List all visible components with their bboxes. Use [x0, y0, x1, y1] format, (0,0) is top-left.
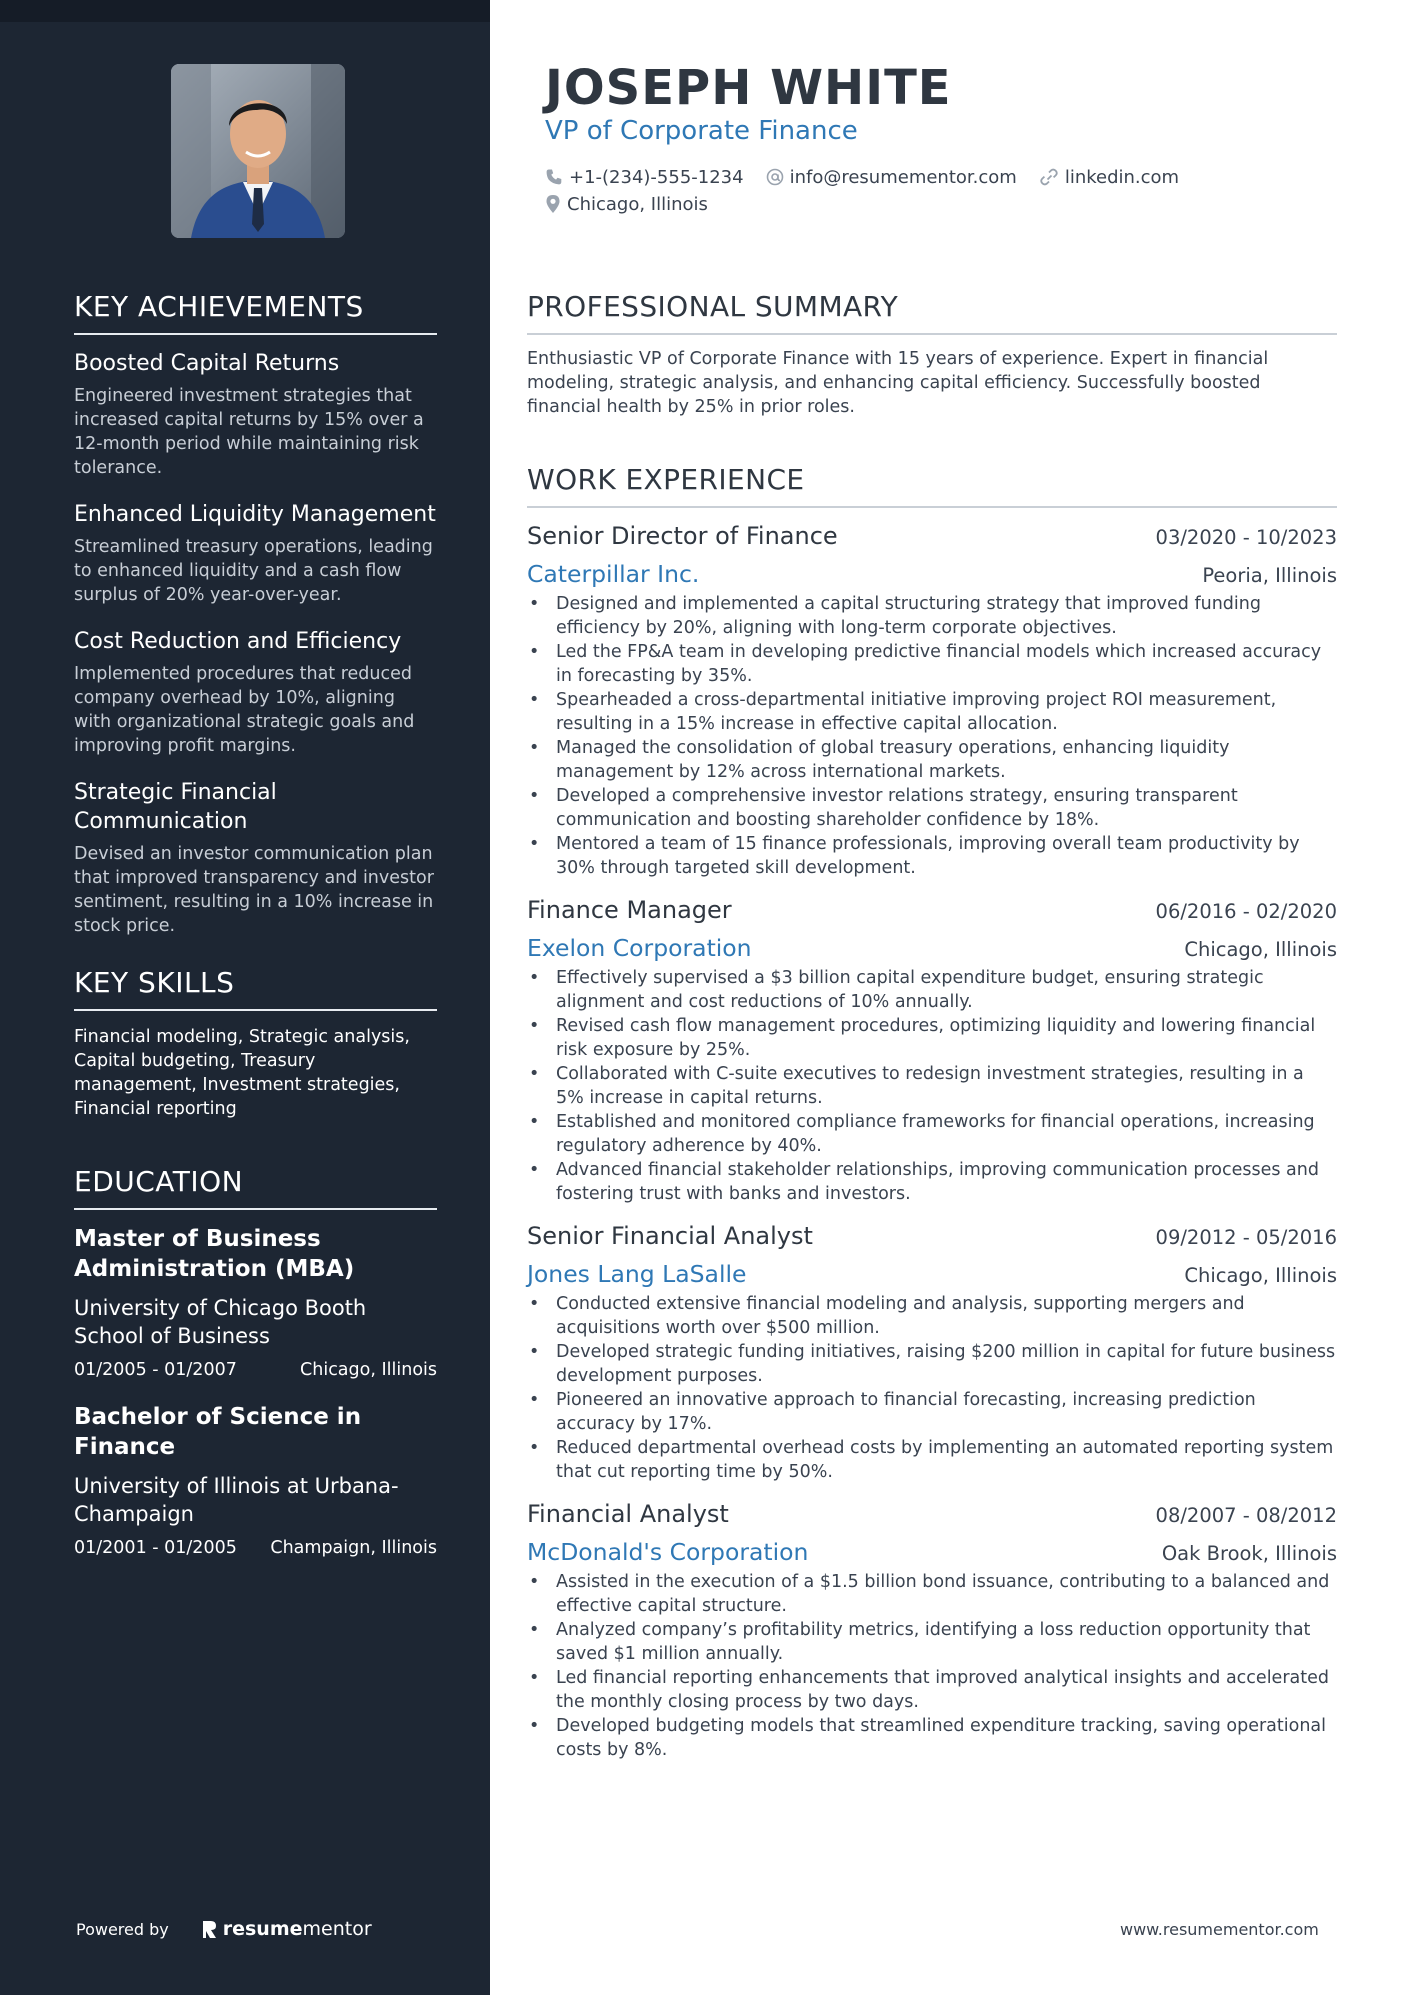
skills-heading: KEY SKILLS — [74, 966, 437, 1011]
bullet-item: • Developed budgeting models that streamlined expenditure tracking, saving operational costs by 8%. — [527, 1714, 1337, 1762]
education-dates: 01/2001 - 01/2005 — [74, 1538, 237, 1558]
job-company-row — [527, 1538, 1337, 1566]
work-heading: WORK EXPERIENCE — [527, 463, 1337, 508]
bullet-item: • Mentored a team of 15 finance professionals, improving overall team productivity by 30% through targeted skill development. — [527, 832, 1337, 880]
location-pin-icon — [545, 194, 561, 214]
brand-bold: resume — [222, 1918, 303, 1940]
job-location: Chicago, Illinois — [1184, 1264, 1337, 1287]
job-entry — [527, 896, 1337, 1206]
bullet-item: • Effectively supervised a $3 billion capital expenditure budget, ensuring strategic alignment and cost reductions of 10% annually. — [527, 966, 1337, 1014]
summary-heading: PROFESSIONAL SUMMARY — [527, 290, 1337, 335]
job-company: Exelon Corporation — [527, 934, 752, 962]
education-item — [74, 1402, 437, 1558]
powered-by — [76, 1918, 372, 1940]
at-icon — [766, 168, 784, 186]
bullet-item: • Managed the consolidation of global treasury operations, enhancing liquidity management by 12% across international markets. — [527, 736, 1337, 784]
job-company: McDonald's Corporation — [527, 1538, 809, 1566]
degree: Master of Business Administration (MBA) — [74, 1226, 355, 1282]
candidate-title: VP of Corporate Finance — [545, 116, 858, 146]
brand-rest: mentor — [302, 1918, 372, 1940]
bullet-item: • Conducted extensive financial modeling and analysis, supporting mergers and acquisitions worth over $500 million. — [527, 1292, 1337, 1340]
achievement-title: Strategic Financial Communication — [74, 780, 277, 834]
job-entry — [527, 1500, 1337, 1762]
job-bullets — [527, 592, 1337, 880]
job-entry — [527, 1222, 1337, 1484]
phone-icon — [545, 168, 563, 186]
achievement-desc: Engineered investment strategies that increased capital returns by 15% over a 12-month period while maintaining risk tolerance. — [74, 386, 424, 478]
job-dates: 06/2016 - 02/2020 — [1155, 900, 1337, 923]
achievement-item — [74, 500, 437, 607]
job-dates: 08/2007 - 08/2012 — [1155, 1504, 1337, 1527]
contact-row — [545, 164, 1245, 190]
job-bullets — [527, 1292, 1337, 1484]
achievement-item — [74, 778, 437, 938]
powered-by-label: Powered by — [76, 1919, 169, 1939]
bullet-item: • Analyzed company’s profitability metrics, identifying a loss reduction opportunity that saved $1 million annually. — [527, 1618, 1337, 1666]
contact-location — [545, 194, 708, 215]
job-header — [527, 522, 1337, 550]
education-item — [74, 1224, 437, 1380]
achievement-title: Boosted Capital Returns — [74, 351, 340, 376]
job-company-row — [527, 934, 1337, 962]
job-location: Chicago, Illinois — [1184, 938, 1337, 961]
job-role: Finance Manager — [527, 896, 732, 924]
achievement-desc: Streamlined treasury operations, leading to enhanced liquidity and a cash flow surplus of 20% year-over-year. — [74, 537, 433, 605]
job-location: Peoria, Illinois — [1202, 564, 1337, 587]
sidebar — [0, 0, 490, 1995]
achievement-desc: Devised an investor communication plan that improved transparency and investor sentiment, resulting in a 10% increase in stock price. — [74, 844, 434, 936]
job-company-row — [527, 560, 1337, 588]
job-location: Oak Brook, Illinois — [1161, 1542, 1337, 1565]
footer-website-link[interactable]: www.resumementor.com — [1120, 1920, 1319, 1939]
link-icon — [1039, 168, 1059, 186]
phone-text: +1-(234)-555-1234 — [569, 166, 744, 188]
linkedin-text: linkedin.com — [1064, 166, 1180, 188]
bullet-item: • Assisted in the execution of a $1.5 billion bond issuance, contributing to a balanced and effective capital structure. — [527, 1570, 1337, 1618]
job-header — [527, 1500, 1337, 1528]
job-bullets — [527, 966, 1337, 1206]
achievements-heading: KEY ACHIEVEMENTS — [74, 290, 437, 335]
profile-photo — [171, 64, 345, 238]
achievement-item — [74, 627, 437, 758]
education-section — [74, 1165, 437, 1558]
contact-row — [545, 191, 1245, 217]
bullet-item: • Collaborated with C-suite executives to redesign investment strategies, resulting in a 5% increase in capital returns. — [527, 1062, 1337, 1110]
contact-info — [545, 164, 1245, 218]
bullet-item: • Advanced financial stakeholder relationships, improving communication processes and fostering trust with banks and investors. — [527, 1158, 1337, 1206]
contact-email[interactable] — [766, 167, 1017, 188]
education-location: Chicago, Illinois — [300, 1360, 437, 1380]
bullet-item: • Reduced departmental overhead costs by implementing an automated reporting system that cut reporting time by 50%. — [527, 1436, 1337, 1484]
degree: Bachelor of Science in Finance — [74, 1404, 362, 1460]
bullet-item: • Designed and implemented a capital structuring strategy that improved funding efficiency by 20%, aligning with long-term corporate objectives. — [527, 592, 1337, 640]
job-header — [527, 896, 1337, 924]
bullet-item: • Developed strategic funding initiatives, raising $200 million in capital for future business development purposes. — [527, 1340, 1337, 1388]
brand-logo[interactable] — [201, 1918, 372, 1940]
work-section — [527, 463, 1337, 1762]
contact-linkedin[interactable] — [1039, 167, 1179, 188]
summary-text: Enthusiastic VP of Corporate Finance with 15 years of experience. Expert in financial modeling, strategic analysis, and enhancing capital efficiency. Successfully boosted financial health by 25% in prior roles. — [527, 349, 1269, 417]
education-meta — [74, 1538, 437, 1558]
education-heading: EDUCATION — [74, 1165, 437, 1210]
job-dates: 09/2012 - 05/2016 — [1155, 1226, 1337, 1249]
job-company-row — [527, 1260, 1337, 1288]
bullet-item: • Led the FP&A team in developing predictive financial models which increased accuracy in forecasting by 35%. — [527, 640, 1337, 688]
bullet-item: • Pioneered an innovative approach to financial forecasting, increasing prediction accuracy by 17%. — [527, 1388, 1337, 1436]
sidebar-content — [74, 290, 437, 1580]
education-location: Champaign, Illinois — [270, 1538, 437, 1558]
school: University of Chicago Booth School of Business — [74, 1296, 367, 1348]
job-dates: 03/2020 - 10/2023 — [1155, 526, 1337, 549]
job-entry — [527, 522, 1337, 880]
email-text: info@resumementor.com — [789, 166, 1017, 188]
education-meta — [74, 1360, 437, 1380]
job-bullets — [527, 1570, 1337, 1762]
location-text: Chicago, Illinois — [567, 193, 708, 215]
job-header — [527, 1222, 1337, 1250]
job-company: Jones Lang LaSalle — [527, 1260, 747, 1288]
job-role: Senior Financial Analyst — [527, 1222, 813, 1250]
sidebar-top-strip — [0, 0, 490, 22]
job-company: Caterpillar Inc. — [527, 560, 700, 588]
brand-mark-icon — [201, 1920, 217, 1939]
summary-section — [527, 290, 1337, 419]
achievement-item — [74, 349, 437, 480]
school: University of Illinois at Urbana-Champaign — [74, 1474, 399, 1526]
bullet-item: • Established and monitored compliance frameworks for financial operations, increasing regulatory adherence by 40%. — [527, 1110, 1337, 1158]
job-role: Senior Director of Finance — [527, 522, 838, 550]
skills-section — [74, 966, 437, 1121]
bullet-item: • Developed a comprehensive investor relations strategy, ensuring transparent communication and boosting shareholder confidence by 18%. — [527, 784, 1337, 832]
achievement-desc: Implemented procedures that reduced company overhead by 10%, aligning with organizational strategic goals and improving profit margins. — [74, 664, 415, 756]
job-role: Financial Analyst — [527, 1500, 729, 1528]
bullet-item: • Revised cash flow management procedures, optimizing liquidity and lowering financial risk exposure by 25%. — [527, 1014, 1337, 1062]
achievement-title: Enhanced Liquidity Management — [74, 502, 436, 527]
bullet-item: • Spearheaded a cross-departmental initiative improving project ROI measurement, resulting in a 15% increase in effective capital allocation. — [527, 688, 1337, 736]
contact-phone[interactable] — [545, 167, 744, 188]
achievement-title: Cost Reduction and Efficiency — [74, 629, 402, 654]
education-dates: 01/2005 - 01/2007 — [74, 1360, 237, 1380]
candidate-name: JOSEPH WHITE — [545, 60, 952, 116]
skills-list: Financial modeling, Strategic analysis, Capital budgeting, Treasury management, Investment strategies, Financial reporting — [74, 1027, 410, 1119]
achievements-section — [74, 290, 437, 938]
bullet-item: • Led financial reporting enhancements that improved analytical insights and accelerated the monthly closing process by two days. — [527, 1666, 1337, 1714]
